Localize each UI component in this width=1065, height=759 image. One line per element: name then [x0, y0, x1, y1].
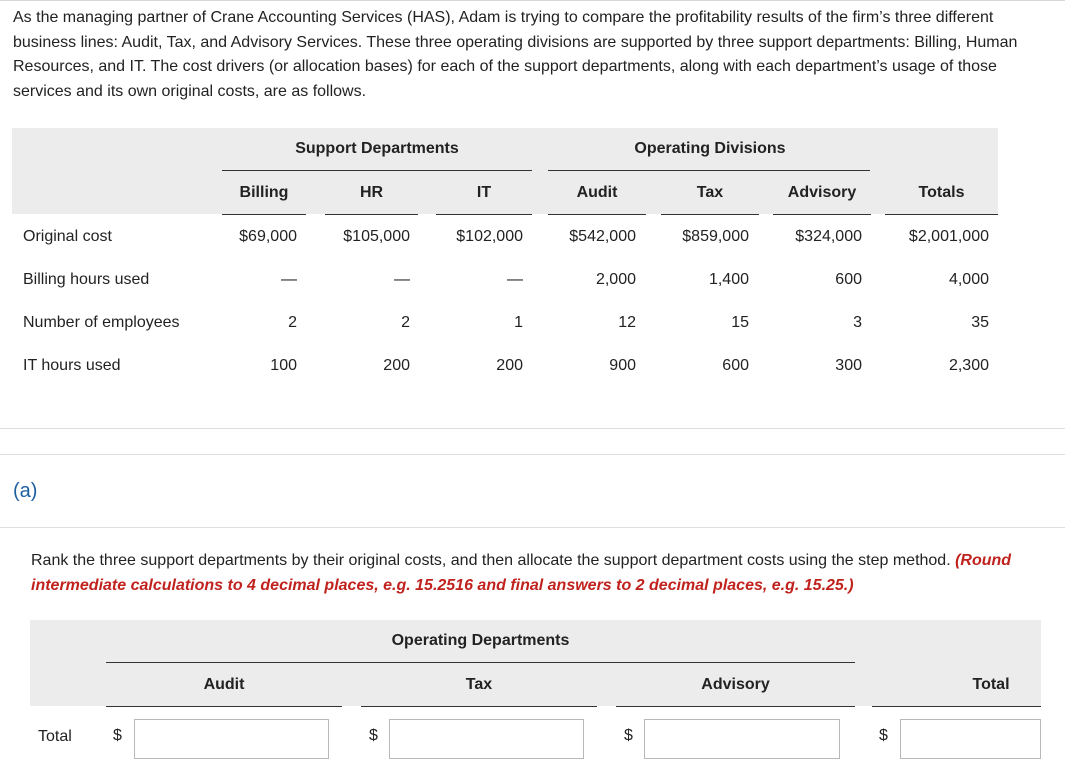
col-totals: Totals — [918, 184, 965, 201]
answer-col-audit: Audit — [203, 676, 245, 693]
answer-col-advisory: Advisory — [701, 676, 770, 693]
section-divider — [0, 527, 1065, 528]
col-it: IT — [476, 184, 492, 201]
answer-col-tax: Tax — [465, 676, 493, 693]
col-advisory: Advisory — [787, 184, 857, 201]
section-divider — [0, 454, 1065, 455]
row-label-employees: Number of employees — [23, 314, 180, 331]
answer-col-rule — [106, 706, 342, 707]
operating-departments-heading: Operating Departments — [391, 632, 570, 649]
row-label-billing-hours: Billing hours used — [23, 271, 150, 288]
cell-value: 2,000 — [595, 271, 636, 288]
cell-value: 2,300 — [948, 357, 989, 374]
row-label-it-hours: IT hours used — [23, 357, 121, 374]
cell-value: — — [507, 271, 523, 288]
col-rule — [325, 214, 418, 215]
operating-departments-rule — [106, 662, 855, 663]
col-rule — [436, 214, 532, 215]
cell-value: 2 — [401, 314, 410, 331]
col-rule — [548, 214, 646, 215]
col-audit: Audit — [576, 184, 618, 201]
col-tax: Tax — [696, 184, 724, 201]
cell-value: 1 — [514, 314, 523, 331]
currency-symbol: $ — [369, 727, 378, 744]
cell-value: — — [281, 271, 297, 288]
currency-symbol: $ — [113, 727, 122, 744]
cell-value: 15 — [731, 314, 749, 331]
cell-value: 600 — [722, 357, 749, 374]
cell-value: 300 — [835, 357, 862, 374]
advisory-total-input[interactable] — [644, 719, 840, 759]
col-billing: Billing — [239, 184, 289, 201]
cell-value: $2,001,000 — [908, 228, 989, 245]
col-rule — [885, 214, 998, 215]
col-hr: HR — [359, 184, 384, 201]
question-text: Rank the three support departments by their original costs, and then allocate the support department costs using the step method. — [31, 552, 956, 569]
answer-col-total: Total — [972, 676, 1010, 693]
cell-value: 4,000 — [948, 271, 989, 288]
cell-value: 3 — [853, 314, 862, 331]
support-departments-heading: Support Departments — [295, 140, 459, 157]
answer-col-rule — [872, 706, 1041, 707]
section-divider — [0, 428, 1065, 429]
cell-value: 35 — [971, 314, 989, 331]
cell-value: 100 — [270, 357, 297, 374]
cell-value: $542,000 — [569, 228, 636, 245]
operating-group-rule — [548, 170, 870, 171]
col-rule — [773, 214, 871, 215]
cell-value: $105,000 — [343, 228, 410, 245]
cell-value: — — [394, 271, 410, 288]
cell-value: $324,000 — [795, 228, 862, 245]
cell-value: $102,000 — [456, 228, 523, 245]
audit-total-input[interactable] — [134, 719, 329, 759]
cell-value: $69,000 — [239, 228, 297, 245]
cell-value: 1,400 — [708, 271, 749, 288]
answer-col-rule — [616, 706, 855, 707]
cell-value: 600 — [835, 271, 862, 288]
row-label-original-cost: Original cost — [23, 228, 112, 245]
currency-symbol: $ — [624, 727, 633, 744]
grand-total-input[interactable] — [900, 719, 1041, 759]
question-prompt — [31, 549, 1041, 598]
cell-value: 12 — [618, 314, 636, 331]
cell-value: 900 — [609, 357, 636, 374]
cell-value: 200 — [383, 357, 410, 374]
answer-col-rule — [361, 706, 597, 707]
col-rule — [661, 214, 759, 215]
problem-intro: As the managing partner of Crane Accounting Services (HAS), Adam is trying to compare the profitability results of the firm’s three different business lines: Audit, Tax, and Advisory Services. These three operating divisions are supported by three support departments: Billing, Human Resources, and IT. The cost drivers (or allocation bases) for each of the support departments, along with each department’s usage of those services and its own original costs, are as follows. — [13, 9, 1018, 100]
tax-total-input[interactable] — [389, 719, 584, 759]
rounding-hint: (Round intermediate calculations to 4 decimal places, e.g. 15.2516 and final answers to 2 decimal places, e.g. 15.25.) — [31, 552, 1012, 594]
total-row-label: Total — [38, 728, 72, 745]
cell-value: $859,000 — [682, 228, 749, 245]
col-rule — [222, 214, 306, 215]
support-group-rule — [222, 170, 532, 171]
cell-value: 2 — [288, 314, 297, 331]
top-divider — [0, 0, 1065, 1]
part-a-label: (a) — [13, 480, 38, 502]
operating-divisions-heading: Operating Divisions — [634, 140, 786, 157]
cell-value: 200 — [496, 357, 523, 374]
currency-symbol: $ — [879, 727, 888, 744]
